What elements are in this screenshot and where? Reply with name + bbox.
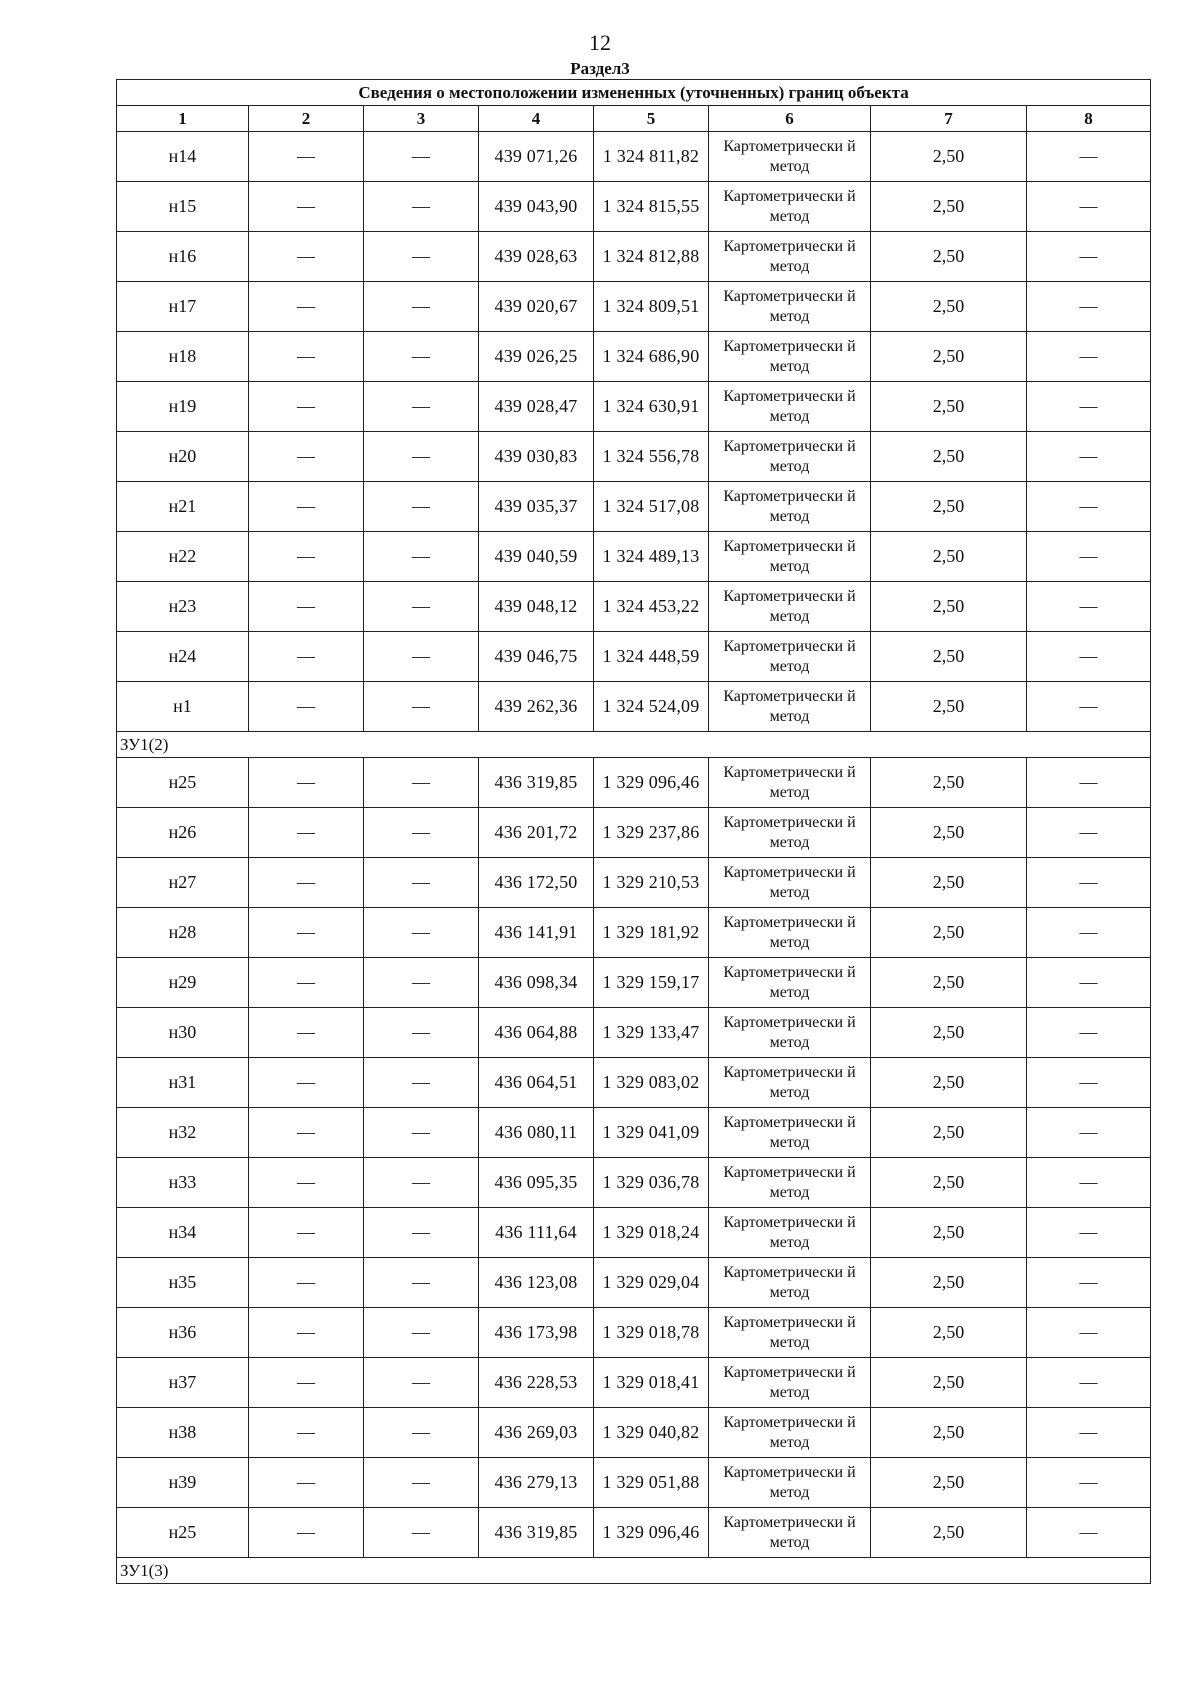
table-row	[117, 1008, 1151, 1058]
table-caption: Сведения о местоположении измененных (уточненных) границ объекта	[117, 80, 1151, 106]
column-2-cell: —	[249, 232, 364, 282]
table-row	[117, 808, 1151, 858]
x-coordinate-cell: 439 262,36	[479, 682, 594, 732]
column-header: 3	[364, 106, 479, 132]
table-row	[117, 1108, 1151, 1158]
point-number-cell: н24	[117, 632, 249, 682]
point-number-cell: н27	[117, 858, 249, 908]
column-header: 2	[249, 106, 364, 132]
column-8-cell: —	[1027, 1008, 1151, 1058]
accuracy-cell: 2,50	[871, 1408, 1027, 1458]
method-cell: Картометрически й метод	[709, 858, 871, 908]
accuracy-cell: 2,50	[871, 808, 1027, 858]
method-cell: Картометрически й метод	[709, 1408, 871, 1458]
column-2-cell: —	[249, 1208, 364, 1258]
column-3-cell: —	[364, 682, 479, 732]
column-header: 7	[871, 106, 1027, 132]
accuracy-cell: 2,50	[871, 1358, 1027, 1408]
column-3-cell: —	[364, 1358, 479, 1408]
y-coordinate-cell: 1 329 210,53	[594, 858, 709, 908]
column-8-cell: —	[1027, 1058, 1151, 1108]
table-row	[117, 1458, 1151, 1508]
column-3-cell: —	[364, 808, 479, 858]
point-number-cell: н39	[117, 1458, 249, 1508]
column-8-cell: —	[1027, 1458, 1151, 1508]
column-8-cell: —	[1027, 432, 1151, 482]
method-cell: Картометрически й метод	[709, 182, 871, 232]
point-number-cell: н34	[117, 1208, 249, 1258]
y-coordinate-cell: 1 329 041,09	[594, 1108, 709, 1158]
y-coordinate-cell: 1 329 036,78	[594, 1158, 709, 1208]
accuracy-cell: 2,50	[871, 232, 1027, 282]
table-row	[117, 432, 1151, 482]
point-number-cell: н1	[117, 682, 249, 732]
point-number-cell: н21	[117, 482, 249, 532]
column-2-cell: —	[249, 1508, 364, 1558]
accuracy-cell: 2,50	[871, 958, 1027, 1008]
method-cell: Картометрически й метод	[709, 1158, 871, 1208]
column-header: 5	[594, 106, 709, 132]
point-number-cell: н32	[117, 1108, 249, 1158]
method-cell: Картометрически й метод	[709, 1008, 871, 1058]
x-coordinate-cell: 436 172,50	[479, 858, 594, 908]
x-coordinate-cell: 439 048,12	[479, 582, 594, 632]
method-cell: Картометрически й метод	[709, 532, 871, 582]
column-8-cell: —	[1027, 1208, 1151, 1258]
accuracy-cell: 2,50	[871, 482, 1027, 532]
column-2-cell: —	[249, 1408, 364, 1458]
column-3-cell: —	[364, 1308, 479, 1358]
column-2-cell: —	[249, 1458, 364, 1508]
column-3-cell: —	[364, 858, 479, 908]
point-number-cell: н23	[117, 582, 249, 632]
accuracy-cell: 2,50	[871, 532, 1027, 582]
column-3-cell: —	[364, 958, 479, 1008]
method-cell: Картометрически й метод	[709, 432, 871, 482]
column-8-cell: —	[1027, 182, 1151, 232]
column-8-cell: —	[1027, 682, 1151, 732]
x-coordinate-cell: 436 111,64	[479, 1208, 594, 1258]
column-8-cell: —	[1027, 1158, 1151, 1208]
table-row	[117, 532, 1151, 582]
column-8-cell: —	[1027, 1408, 1151, 1458]
method-cell: Картометрически й метод	[709, 1058, 871, 1108]
y-coordinate-cell: 1 324 556,78	[594, 432, 709, 482]
y-coordinate-cell: 1 329 018,24	[594, 1208, 709, 1258]
table-row	[117, 632, 1151, 682]
group-label: ЗУ1(3)	[117, 1558, 1151, 1584]
y-coordinate-cell: 1 329 018,41	[594, 1358, 709, 1408]
column-8-cell: —	[1027, 532, 1151, 582]
method-cell: Картометрически й метод	[709, 1258, 871, 1308]
column-3-cell: —	[364, 232, 479, 282]
accuracy-cell: 2,50	[871, 1008, 1027, 1058]
column-2-cell: —	[249, 382, 364, 432]
column-2-cell: —	[249, 958, 364, 1008]
table-row	[117, 332, 1151, 382]
column-8-cell: —	[1027, 482, 1151, 532]
column-2-cell: —	[249, 808, 364, 858]
x-coordinate-cell: 436 228,53	[479, 1358, 594, 1408]
method-cell: Картометрически й метод	[709, 808, 871, 858]
column-header: 8	[1027, 106, 1151, 132]
y-coordinate-cell: 1 324 630,91	[594, 382, 709, 432]
point-number-cell: н26	[117, 808, 249, 858]
column-3-cell: —	[364, 132, 479, 182]
accuracy-cell: 2,50	[871, 1458, 1027, 1508]
column-3-cell: —	[364, 182, 479, 232]
column-3-cell: —	[364, 1408, 479, 1458]
column-8-cell: —	[1027, 958, 1151, 1008]
column-3-cell: —	[364, 1208, 479, 1258]
table-row	[117, 282, 1151, 332]
column-2-cell: —	[249, 582, 364, 632]
column-2-cell: —	[249, 1258, 364, 1308]
y-coordinate-cell: 1 324 812,88	[594, 232, 709, 282]
column-2-cell: —	[249, 432, 364, 482]
point-number-cell: н16	[117, 232, 249, 282]
table-row	[117, 682, 1151, 732]
column-8-cell: —	[1027, 758, 1151, 808]
point-number-cell: н38	[117, 1408, 249, 1458]
column-8-cell: —	[1027, 282, 1151, 332]
x-coordinate-cell: 436 319,85	[479, 758, 594, 808]
x-coordinate-cell: 439 028,47	[479, 382, 594, 432]
table-row	[117, 482, 1151, 532]
column-2-cell: —	[249, 132, 364, 182]
column-2-cell: —	[249, 482, 364, 532]
accuracy-cell: 2,50	[871, 1258, 1027, 1308]
accuracy-cell: 2,50	[871, 1308, 1027, 1358]
point-number-cell: н33	[117, 1158, 249, 1208]
y-coordinate-cell: 1 329 083,02	[594, 1058, 709, 1108]
method-cell: Картометрически й метод	[709, 1208, 871, 1258]
column-3-cell: —	[364, 1158, 479, 1208]
method-cell: Картометрически й метод	[709, 758, 871, 808]
group-label-row	[117, 732, 1151, 758]
accuracy-cell: 2,50	[871, 1508, 1027, 1558]
x-coordinate-cell: 436 064,51	[479, 1058, 594, 1108]
table-row	[117, 582, 1151, 632]
accuracy-cell: 2,50	[871, 432, 1027, 482]
x-coordinate-cell: 436 098,34	[479, 958, 594, 1008]
y-coordinate-cell: 1 324 489,13	[594, 532, 709, 582]
point-number-cell: н36	[117, 1308, 249, 1358]
column-3-cell: —	[364, 632, 479, 682]
x-coordinate-cell: 439 028,63	[479, 232, 594, 282]
column-3-cell: —	[364, 758, 479, 808]
method-cell: Картометрически й метод	[709, 132, 871, 182]
column-8-cell: —	[1027, 382, 1151, 432]
point-number-cell: н25	[117, 758, 249, 808]
table-row	[117, 1058, 1151, 1108]
x-coordinate-cell: 436 269,03	[479, 1408, 594, 1458]
y-coordinate-cell: 1 324 517,08	[594, 482, 709, 532]
column-header: 6	[709, 106, 871, 132]
column-2-cell: —	[249, 332, 364, 382]
y-coordinate-cell: 1 329 040,82	[594, 1408, 709, 1458]
column-2-cell: —	[249, 1058, 364, 1108]
point-number-cell: н37	[117, 1358, 249, 1408]
column-3-cell: —	[364, 1458, 479, 1508]
method-cell: Картометрически й метод	[709, 282, 871, 332]
point-number-cell: н14	[117, 132, 249, 182]
point-number-cell: н31	[117, 1058, 249, 1108]
column-8-cell: —	[1027, 1308, 1151, 1358]
y-coordinate-cell: 1 324 815,55	[594, 182, 709, 232]
point-number-cell: н30	[117, 1008, 249, 1058]
point-number-cell: н29	[117, 958, 249, 1008]
column-3-cell: —	[364, 482, 479, 532]
column-8-cell: —	[1027, 1258, 1151, 1308]
table-row	[117, 182, 1151, 232]
x-coordinate-cell: 439 026,25	[479, 332, 594, 382]
method-cell: Картометрически й метод	[709, 482, 871, 532]
y-coordinate-cell: 1 324 453,22	[594, 582, 709, 632]
column-8-cell: —	[1027, 858, 1151, 908]
table-row	[117, 958, 1151, 1008]
column-2-cell: —	[249, 1158, 364, 1208]
column-2-cell: —	[249, 1308, 364, 1358]
column-2-cell: —	[249, 1358, 364, 1408]
table-row	[117, 1358, 1151, 1408]
method-cell: Картометрически й метод	[709, 1458, 871, 1508]
method-cell: Картометрически й метод	[709, 1108, 871, 1158]
column-2-cell: —	[249, 858, 364, 908]
point-number-cell: н17	[117, 282, 249, 332]
column-3-cell: —	[364, 1108, 479, 1158]
column-2-cell: —	[249, 758, 364, 808]
accuracy-cell: 2,50	[871, 682, 1027, 732]
column-2-cell: —	[249, 632, 364, 682]
x-coordinate-cell: 439 035,37	[479, 482, 594, 532]
page-number: 12	[589, 30, 611, 55]
x-coordinate-cell: 439 046,75	[479, 632, 594, 682]
accuracy-cell: 2,50	[871, 758, 1027, 808]
column-8-cell: —	[1027, 132, 1151, 182]
column-3-cell: —	[364, 1258, 479, 1308]
column-3-cell: —	[364, 282, 479, 332]
x-coordinate-cell: 439 040,59	[479, 532, 594, 582]
table-row	[117, 858, 1151, 908]
x-coordinate-cell: 436 080,11	[479, 1108, 594, 1158]
accuracy-cell: 2,50	[871, 632, 1027, 682]
y-coordinate-cell: 1 329 051,88	[594, 1458, 709, 1508]
point-number-cell: н28	[117, 908, 249, 958]
table-row	[117, 1308, 1151, 1358]
column-header-row	[117, 106, 1151, 132]
table-row	[117, 1508, 1151, 1558]
x-coordinate-cell: 439 030,83	[479, 432, 594, 482]
column-header: 1	[117, 106, 249, 132]
method-cell: Картометрически й метод	[709, 958, 871, 1008]
column-2-cell: —	[249, 532, 364, 582]
accuracy-cell: 2,50	[871, 858, 1027, 908]
column-8-cell: —	[1027, 1108, 1151, 1158]
point-number-cell: н22	[117, 532, 249, 582]
x-coordinate-cell: 436 095,35	[479, 1158, 594, 1208]
point-number-cell: н20	[117, 432, 249, 482]
x-coordinate-cell: 436 123,08	[479, 1258, 594, 1308]
y-coordinate-cell: 1 324 811,82	[594, 132, 709, 182]
point-number-cell: н15	[117, 182, 249, 232]
column-8-cell: —	[1027, 808, 1151, 858]
method-cell: Картометрически й метод	[709, 1358, 871, 1408]
column-8-cell: —	[1027, 908, 1151, 958]
column-2-cell: —	[249, 1108, 364, 1158]
x-coordinate-cell: 436 319,85	[479, 1508, 594, 1558]
group-label-row	[117, 1558, 1151, 1584]
column-8-cell: —	[1027, 232, 1151, 282]
column-8-cell: —	[1027, 582, 1151, 632]
column-3-cell: —	[364, 432, 479, 482]
column-3-cell: —	[364, 582, 479, 632]
column-3-cell: —	[364, 382, 479, 432]
table-row	[117, 132, 1151, 182]
y-coordinate-cell: 1 329 237,86	[594, 808, 709, 858]
column-2-cell: —	[249, 182, 364, 232]
column-3-cell: —	[364, 532, 479, 582]
table-row	[117, 232, 1151, 282]
table-row	[117, 908, 1151, 958]
column-8-cell: —	[1027, 332, 1151, 382]
point-number-cell: н19	[117, 382, 249, 432]
table-row	[117, 1408, 1151, 1458]
method-cell: Картометрически й метод	[709, 332, 871, 382]
column-3-cell: —	[364, 1508, 479, 1558]
column-2-cell: —	[249, 682, 364, 732]
table-row	[117, 758, 1151, 808]
boundary-coordinates-table	[116, 79, 1151, 1584]
accuracy-cell: 2,50	[871, 1158, 1027, 1208]
table-row	[117, 382, 1151, 432]
method-cell: Картометрически й метод	[709, 908, 871, 958]
y-coordinate-cell: 1 329 096,46	[594, 758, 709, 808]
y-coordinate-cell: 1 324 809,51	[594, 282, 709, 332]
point-number-cell: н18	[117, 332, 249, 382]
method-cell: Картометрически й метод	[709, 1508, 871, 1558]
x-coordinate-cell: 436 173,98	[479, 1308, 594, 1358]
method-cell: Картометрически й метод	[709, 232, 871, 282]
table-row	[117, 1258, 1151, 1308]
column-3-cell: —	[364, 908, 479, 958]
column-8-cell: —	[1027, 1508, 1151, 1558]
y-coordinate-cell: 1 329 181,92	[594, 908, 709, 958]
point-number-cell: н25	[117, 1508, 249, 1558]
column-8-cell: —	[1027, 632, 1151, 682]
x-coordinate-cell: 436 279,13	[479, 1458, 594, 1508]
column-header: 4	[479, 106, 594, 132]
accuracy-cell: 2,50	[871, 382, 1027, 432]
column-3-cell: —	[364, 1008, 479, 1058]
y-coordinate-cell: 1 324 686,90	[594, 332, 709, 382]
group-label: ЗУ1(2)	[117, 732, 1151, 758]
point-number-cell: н35	[117, 1258, 249, 1308]
accuracy-cell: 2,50	[871, 182, 1027, 232]
accuracy-cell: 2,50	[871, 582, 1027, 632]
column-8-cell: —	[1027, 1358, 1151, 1408]
y-coordinate-cell: 1 329 159,17	[594, 958, 709, 1008]
accuracy-cell: 2,50	[871, 1058, 1027, 1108]
method-cell: Картометрически й метод	[709, 382, 871, 432]
table-row	[117, 1158, 1151, 1208]
x-coordinate-cell: 439 020,67	[479, 282, 594, 332]
column-3-cell: —	[364, 1058, 479, 1108]
table-row	[117, 1208, 1151, 1258]
accuracy-cell: 2,50	[871, 282, 1027, 332]
x-coordinate-cell: 439 043,90	[479, 182, 594, 232]
method-cell: Картометрически й метод	[709, 632, 871, 682]
accuracy-cell: 2,50	[871, 1108, 1027, 1158]
y-coordinate-cell: 1 329 029,04	[594, 1258, 709, 1308]
accuracy-cell: 2,50	[871, 332, 1027, 382]
y-coordinate-cell: 1 324 448,59	[594, 632, 709, 682]
x-coordinate-cell: 439 071,26	[479, 132, 594, 182]
column-2-cell: —	[249, 282, 364, 332]
column-2-cell: —	[249, 908, 364, 958]
y-coordinate-cell: 1 329 133,47	[594, 1008, 709, 1058]
accuracy-cell: 2,50	[871, 908, 1027, 958]
method-cell: Картометрически й метод	[709, 1308, 871, 1358]
x-coordinate-cell: 436 201,72	[479, 808, 594, 858]
column-3-cell: —	[364, 332, 479, 382]
accuracy-cell: 2,50	[871, 1208, 1027, 1258]
method-cell: Картометрически й метод	[709, 582, 871, 632]
y-coordinate-cell: 1 329 018,78	[594, 1308, 709, 1358]
y-coordinate-cell: 1 324 524,09	[594, 682, 709, 732]
y-coordinate-cell: 1 329 096,46	[594, 1508, 709, 1558]
method-cell: Картометрически й метод	[709, 682, 871, 732]
accuracy-cell: 2,50	[871, 132, 1027, 182]
x-coordinate-cell: 436 141,91	[479, 908, 594, 958]
column-2-cell: —	[249, 1008, 364, 1058]
x-coordinate-cell: 436 064,88	[479, 1008, 594, 1058]
section-title: Раздел3	[570, 59, 630, 78]
